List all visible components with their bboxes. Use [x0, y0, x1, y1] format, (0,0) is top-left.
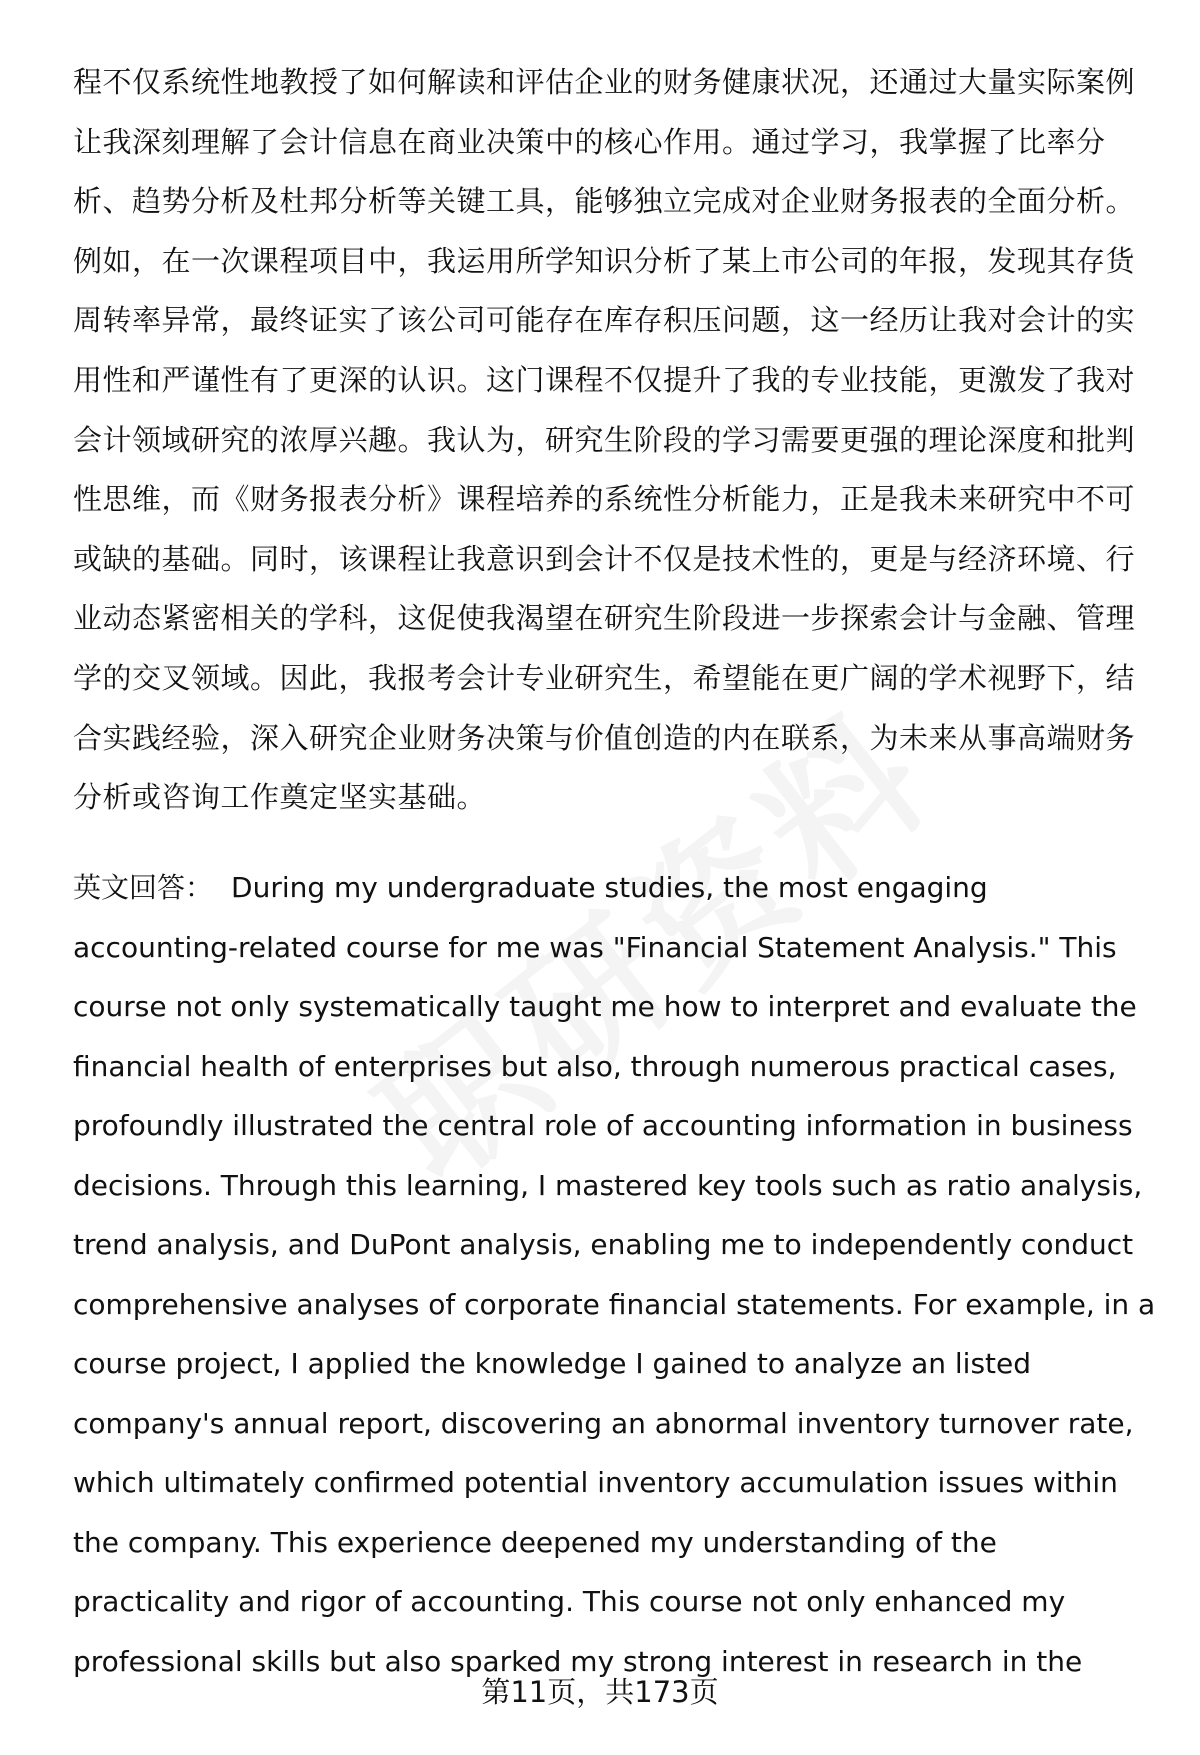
- text-line: 学的交叉领域。因此，我报考会计专业研究生，希望能在更广阔的学术视野下，结: [73, 660, 1136, 695]
- text-line: course not only systematically taught me how to interpret and evaluate the: [73, 990, 1137, 1023]
- text-line: 性思维，而《财务报表分析》课程培养的系统性分析能力，正是我未来研究中不可: [73, 482, 1136, 517]
- page-number: 第11页，共173页: [481, 1675, 719, 1709]
- text-line: decisions. Through this learning, I mastered key tools such as ratio analysis,: [73, 1168, 1143, 1202]
- text-line: practicality and rigor of accounting. This course not only enhanced my: [73, 1585, 1066, 1618]
- english-answer-label: 英文回答：: [73, 871, 214, 904]
- text-line: trend analysis, and DuPont analysis, enabling me to independently conduct: [73, 1228, 1134, 1261]
- text-line: 用性和严谨性有了更深的认识。这门课程不仅提升了我的专业技能，更激发了我对: [73, 362, 1136, 397]
- text-line: During my undergraduate studies, the most engaging: [231, 871, 988, 904]
- chinese-paragraph: [73, 53, 1148, 828]
- text-line: 会计领域研究的浓厚兴趣。我认为，研究生阶段的学习需要更强的理论深度和批判: [73, 422, 1136, 457]
- text-line: comprehensive analyses of corporate financial statements. For example, in a: [73, 1287, 1156, 1321]
- text-line: 业动态紧密相关的学科，这促使我渴望在研究生阶段进一步探索会计与金融、管理: [73, 601, 1136, 636]
- text-line: company's annual report, discovering an abnormal inventory turnover rate,: [73, 1406, 1134, 1440]
- english-answer: [73, 858, 1163, 1691]
- text-line: 合实践经验，深入研究企业财务决策与价值创造的内在联系，为未来从事高端财务: [73, 720, 1136, 755]
- text-line: profoundly illustrated the central role of accounting information in business: [73, 1109, 1133, 1142]
- text-line: 让我深刻理解了会计信息在商业决策中的核心作用。通过学习，我掌握了比率分: [73, 124, 1106, 159]
- english-answer-first-line: [73, 858, 1163, 918]
- text-line: financial health of enterprises but also, through numerous practical cases,: [73, 1049, 1117, 1083]
- text-line: professional skills but also sparked my strong interest in research in the: [73, 1644, 1083, 1678]
- text-line: the company. This experience deepened my understanding of the: [73, 1525, 997, 1559]
- text-line: 析、趋势分析及杜邦分析等关键工具，能够独立完成对企业财务报表的全面分析。: [73, 184, 1136, 219]
- text-line: accounting-related course for me was "Financial Statement Analysis." This: [73, 930, 1117, 964]
- text-line: 例如，在一次课程项目中，我运用所学知识分析了某上市公司的年报，发现其存货: [73, 243, 1136, 278]
- text-line: 或缺的基础。同时，该课程让我意识到会计不仅是技术性的，更是与经济环境、行: [73, 541, 1136, 576]
- text-line: which ultimately confirmed potential inventory accumulation issues within: [73, 1466, 1118, 1499]
- text-line: 程不仅系统性地教授了如何解读和评估企业的财务健康状况，还通过大量实际案例: [73, 65, 1136, 99]
- text-line: 分析或咨询工作奠定坚实基础。: [73, 780, 487, 815]
- text-line: course project, I applied the knowledge I gained to analyze an listed: [73, 1347, 1032, 1380]
- text-line: 周转率异常，最终证实了该公司可能存在库存积压问题，这一经历让我对会计的实: [73, 303, 1136, 338]
